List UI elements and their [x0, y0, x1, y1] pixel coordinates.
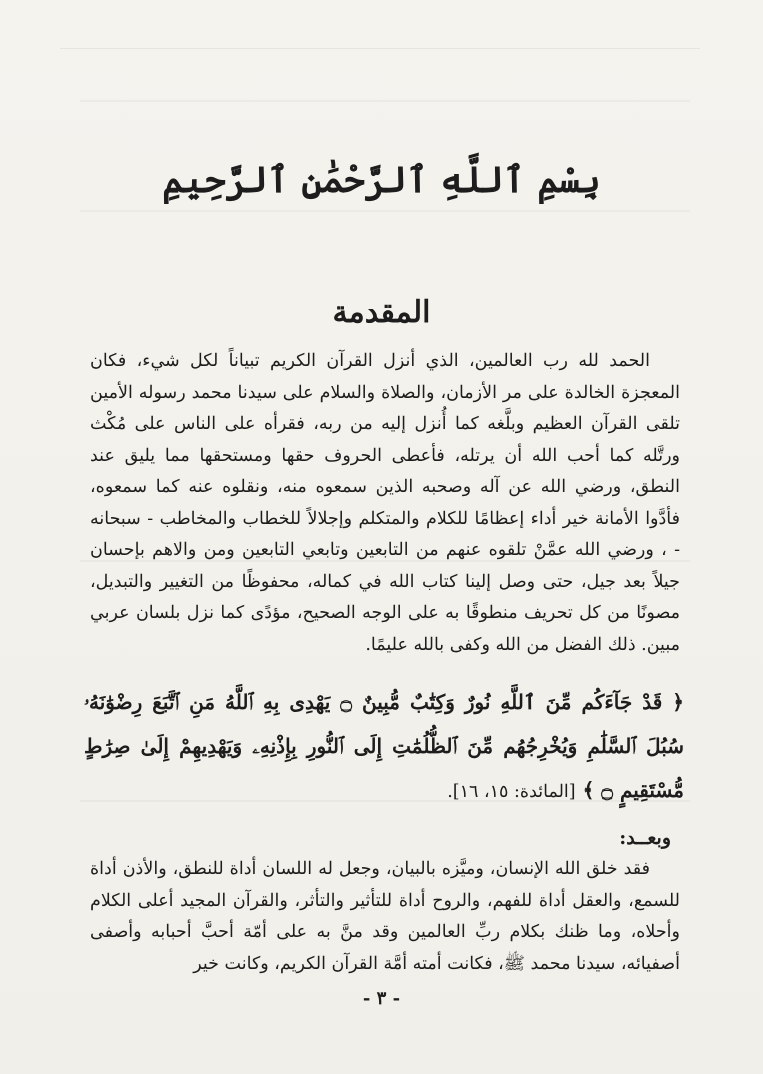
- basmala-heading: بِسْمِ ٱللَّهِ ٱلرَّحْمَٰنِ ٱلرَّحِيمِ: [162, 159, 601, 201]
- closing-paragraph: فقد خلق الله الإنسان، وميَّزه بالبيان، وجعل له اللسان أداة للنطق، والأذن أداة للسمع، والعقل أداة للفهم، والروح أداة للتأثير والتأثر، والقرآن المجيد أعلى الكلام وأحلاه، وما ظنك بكلام ربِّ العالمين وقد منَّ به على أمّة أحبَّ أحبابه وأصفى أصفيائه، سيدنا محمد ﷺ، فكانت أمته أمَّة القرآن الكريم، وكانت خير: [90, 859, 680, 974]
- quran-verse: ﴿ قَدْ جَآءَكُم مِّنَ ٱللَّهِ نُورٌ وَكِتَٰبٌ مُّبِينٌ ۝ يَهْدِى بِهِ ٱللَّهُ مَنِ ٱتَّبَعَ رِضْوَٰنَهُۥ سُبُلَ ٱلسَّلَٰمِ وَيُخْرِجُهُم مِّنَ ٱلظُّلُمَٰتِ إِلَى ٱلنُّورِ بِإِذْنِهِۦ وَيَهْدِيهِمْ إِلَىٰ صِرَٰطٍ مُّسْتَقِيمٍ ۝ ﴾: [84, 690, 684, 802]
- intro-paragraph: الحمد لله رب العالمين، الذي أنزل القرآن الكريم تبياناً لكل شيء، فكان المعجزة الخالدة على مر الأزمان، والصلاة والسلام على سيدنا محمد رسوله الأمين تلقى القرآن العظيم وبلَّغه كما أُنزل إليه من ربه، فقرأه على الناس على مُكْث ورتَّله كما أحب الله أن يرتله، فأعطى الحروف حقها ومستحقها مما يليق عند النطق، ورضي الله عن آله وصحبه الذين سمعوه منه، ونقلوه عنه كما سمعوه، فأدَّوا الأمانة خير أداء إعظامًا للكلام والمتكلم وإجلالاً للخطاب والمخاطب - سبحانه - ، ورضي الله عمَّنْ تلقوه عنهم من التابعين وتابعي التابعين ومن والاهم بإحسان جيلاً بعد جيل، حتى وصل إلينا كتاب الله في كماله، محفوظًا من التغيير والتبديل، مصونًا من كل تحريف منطوقًا به على الوجه الصحيح، مؤدًى كما نزل بلسان عربي مبين. ذلك الفضل من الله وكفى بالله عليمًا.: [90, 351, 680, 655]
- page-number: - ٣ -: [362, 988, 401, 1009]
- bleed-through-line: [80, 100, 690, 102]
- quran-verse-block: [84, 680, 684, 814]
- page-title: المقدمة: [332, 295, 431, 330]
- header-rule: [60, 48, 700, 49]
- verse-reference: [المائدة: ١٥، ١٦].: [447, 782, 576, 802]
- closing-paragraph-block: [90, 854, 680, 980]
- intro-paragraph-block: [90, 346, 680, 661]
- bleed-through-line: [80, 210, 690, 212]
- section-transition: وبعــد:: [619, 827, 671, 849]
